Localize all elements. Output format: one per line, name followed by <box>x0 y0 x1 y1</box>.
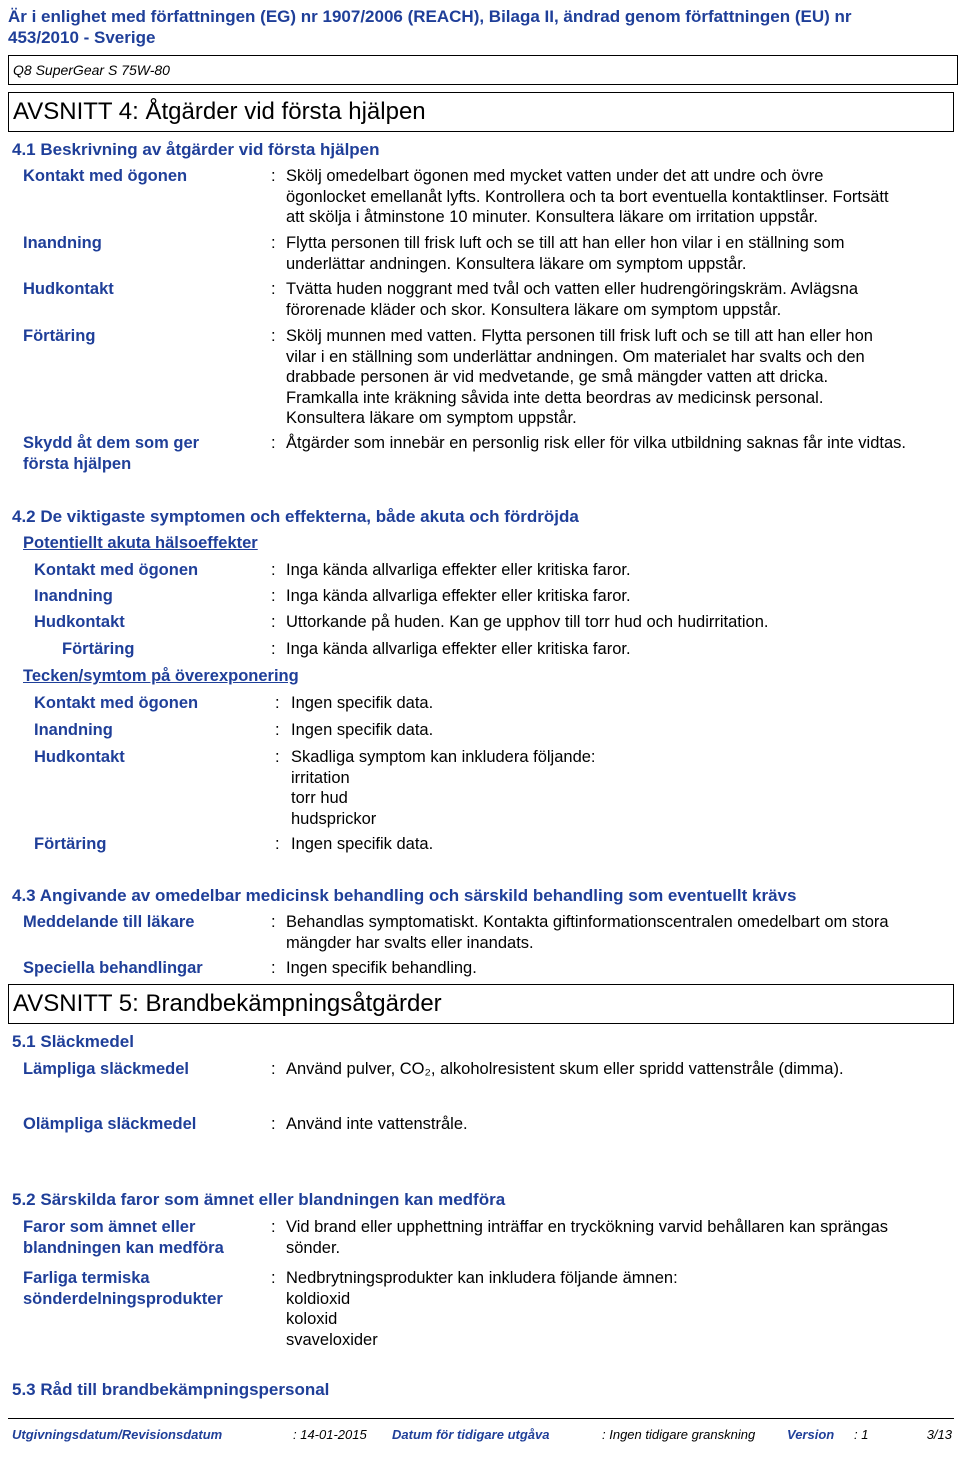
colon: : <box>271 561 276 579</box>
section-4-2-heading: 4.2 De viktigaste symptomen och effekterna, både akuta och fördröjda <box>12 507 579 526</box>
colon: : <box>271 959 276 977</box>
value-hazards-from-substance: Vid brand eller upphettning inträffar en tryckökning varvid behållaren kan sprängas sönder. <box>286 1218 889 1257</box>
footer-issue-label: Utgivningsdatum/Revisionsdatum <box>12 1427 223 1442</box>
acute-value-eye: Inga kända allvarliga effekter eller kritiska faror. <box>286 561 631 579</box>
signs-label-ingestion: Förtäring <box>34 835 107 853</box>
section4-header <box>8 92 954 132</box>
document-title-line1: Är i enlighet med författningen (EG) nr 1907/2006 (REACH), Bilaga II, ändrad genom författningen (EU) nr <box>8 7 852 26</box>
colon: : <box>271 613 276 631</box>
acute-label-ingestion: Förtäring <box>62 640 135 658</box>
label-note-to-physician: Meddelande till läkare <box>23 913 195 931</box>
section-5-3-heading: 5.3 Råd till brandbekämpningspersonal <box>12 1380 330 1399</box>
colon: : <box>271 640 276 658</box>
section-5-1-heading: 5.1 Släckmedel <box>12 1032 134 1051</box>
footer-issue-value: : 14-01-2015 <box>293 1427 367 1442</box>
value-ingestion: Skölj munnen med vatten. Flytta personen till frisk luft och se till att han eller hon vilar i en ställning som underlättar andningen. Om materialet har svalts och den drabbade personen är vid medvetande, ge små mängder vatten att dricka. Framkalla inte kräkning såvida inte detta beordras av medicinsk personal. Konsultera läkare om symptom uppstår. <box>286 327 873 427</box>
value-note-to-physician: Behandlas symptomatiskt. Kontakta giftinformationscentralen omedelbart om stora mängder har svalts eller inandats. <box>286 913 889 952</box>
label-specific-treatments: Speciella behandlingar <box>23 959 203 977</box>
signs-value-ingestion: Ingen specifik data. <box>291 835 434 853</box>
subheading-acute-effects: Potentiellt akuta hälsoeffekter <box>23 534 258 552</box>
colon: : <box>271 587 276 605</box>
value-thermal-decomposition: Nedbrytningsprodukter kan inkludera följande ämnen: koldioxid koloxid svaveloxider <box>286 1269 678 1349</box>
value-unsuitable-media: Använd inte vattenstråle. <box>286 1115 468 1133</box>
signs-label-skin: Hudkontakt <box>34 748 125 766</box>
label-hazards-from-substance: Faror som ämnet eller blandningen kan medföra <box>23 1218 224 1257</box>
colon: : <box>275 694 280 712</box>
acute-value-skin: Uttorkande på huden. Kan ge upphov till torr hud och hudirritation. <box>286 613 769 631</box>
label-first-aider-protection: Skydd åt dem som ger första hjälpen <box>23 434 200 473</box>
signs-label-eye: Kontakt med ögonen <box>34 694 199 712</box>
label-ingestion: Förtäring <box>23 327 96 345</box>
value-suitable-media: Använd pulver, CO₂, alkoholresistent skum eller spridd vattenstråle (dimma). <box>286 1060 844 1078</box>
colon: : <box>275 748 280 766</box>
colon: : <box>271 1060 276 1078</box>
colon: : <box>275 835 280 853</box>
colon: : <box>271 913 276 931</box>
value-specific-treatments: Ingen specifik behandling. <box>286 959 477 977</box>
acute-label-eye: Kontakt med ögonen <box>34 561 199 579</box>
colon: : <box>271 1115 276 1133</box>
section5-header <box>8 984 954 1024</box>
value-first-aider-protection: Åtgärder som innebär en personlig risk eller för vilka utbildning saknas får inte vidtas. <box>286 434 906 452</box>
colon: : <box>271 1218 276 1236</box>
acute-value-inhalation: Inga kända allvarliga effekter eller kritiska faror. <box>286 587 631 605</box>
footer-version-label: Version <box>787 1427 835 1442</box>
label-skin-contact: Hudkontakt <box>23 280 114 298</box>
acute-value-ingestion: Inga kända allvarliga effekter eller kritiska faror. <box>286 640 631 658</box>
section4-title: AVSNITT 4: Åtgärder vid första hjälpen <box>13 98 426 125</box>
subheading-overexposure-signs: Tecken/symtom på överexponering <box>23 667 299 685</box>
acute-label-inhalation: Inandning <box>34 587 113 605</box>
colon: : <box>271 327 276 345</box>
product-name: Q8 SuperGear S 75W-80 <box>13 62 170 78</box>
colon: : <box>271 434 276 452</box>
section-5-2-heading: 5.2 Särskilda faror som ämnet eller blandningen kan medföra <box>12 1190 506 1209</box>
acute-label-skin: Hudkontakt <box>34 613 125 631</box>
label-unsuitable-media: Olämpliga släckmedel <box>23 1115 197 1133</box>
footer <box>8 1418 954 1451</box>
signs-label-inhalation: Inandning <box>34 721 113 739</box>
label-inhalation: Inandning <box>23 234 102 252</box>
value-skin-contact: Tvätta huden noggrant med tvål och vatten eller hudrengöringskräm. Avlägsna förorenade kläder och skor. Konsultera läkare om symptom uppstår. <box>286 280 859 319</box>
footer-prev-label: Datum för tidigare utgåva <box>392 1427 550 1442</box>
colon: : <box>271 234 276 252</box>
footer-prev-value: : Ingen tidigare granskning <box>602 1427 756 1442</box>
footer-page-number: 3/13 <box>926 1427 952 1442</box>
value-eye-contact: Skölj omedelbart ögonen med mycket vatten under det att undre och övre ögonlocket emellanåt lyfts. Kontrollera och ta bort eventuella kontaktlinser. Fortsätt att skölja i åtminstone 10 minuter. Konsultera läkare om irritation uppstår. <box>286 167 889 226</box>
section-4-1-heading: 4.1 Beskrivning av åtgärder vid första hjälpen <box>12 140 380 159</box>
label-suitable-media: Lämpliga släckmedel <box>23 1060 189 1078</box>
signs-value-eye: Ingen specifik data. <box>291 694 434 712</box>
product-name-box <box>8 55 958 85</box>
colon: : <box>271 280 276 298</box>
signs-value-skin: Skadliga symptom kan inkludera följande: irritation torr hud hudsprickor <box>291 748 596 828</box>
section-4-3-heading: 4.3 Angivande av omedelbar medicinsk behandling och särskild behandling som eventuellt krävs <box>12 886 797 905</box>
document-title-line2: 453/2010 - Sverige <box>8 28 156 47</box>
value-inhalation: Flytta personen till frisk luft och se till att han eller hon vilar i en ställning som underlättar andningen. Konsultera läkare om symptom uppstår. <box>286 234 845 273</box>
section5-title: AVSNITT 5: Brandbekämpningsåtgärder <box>13 990 442 1017</box>
label-eye-contact: Kontakt med ögonen <box>23 167 188 185</box>
label-thermal-decomposition: Farliga termiska sönderdelningsprodukter <box>23 1269 223 1308</box>
signs-value-inhalation: Ingen specifik data. <box>291 721 434 739</box>
colon: : <box>271 167 276 185</box>
colon: : <box>275 721 280 739</box>
colon: : <box>271 1269 276 1287</box>
footer-version-value: : 1 <box>854 1427 869 1442</box>
